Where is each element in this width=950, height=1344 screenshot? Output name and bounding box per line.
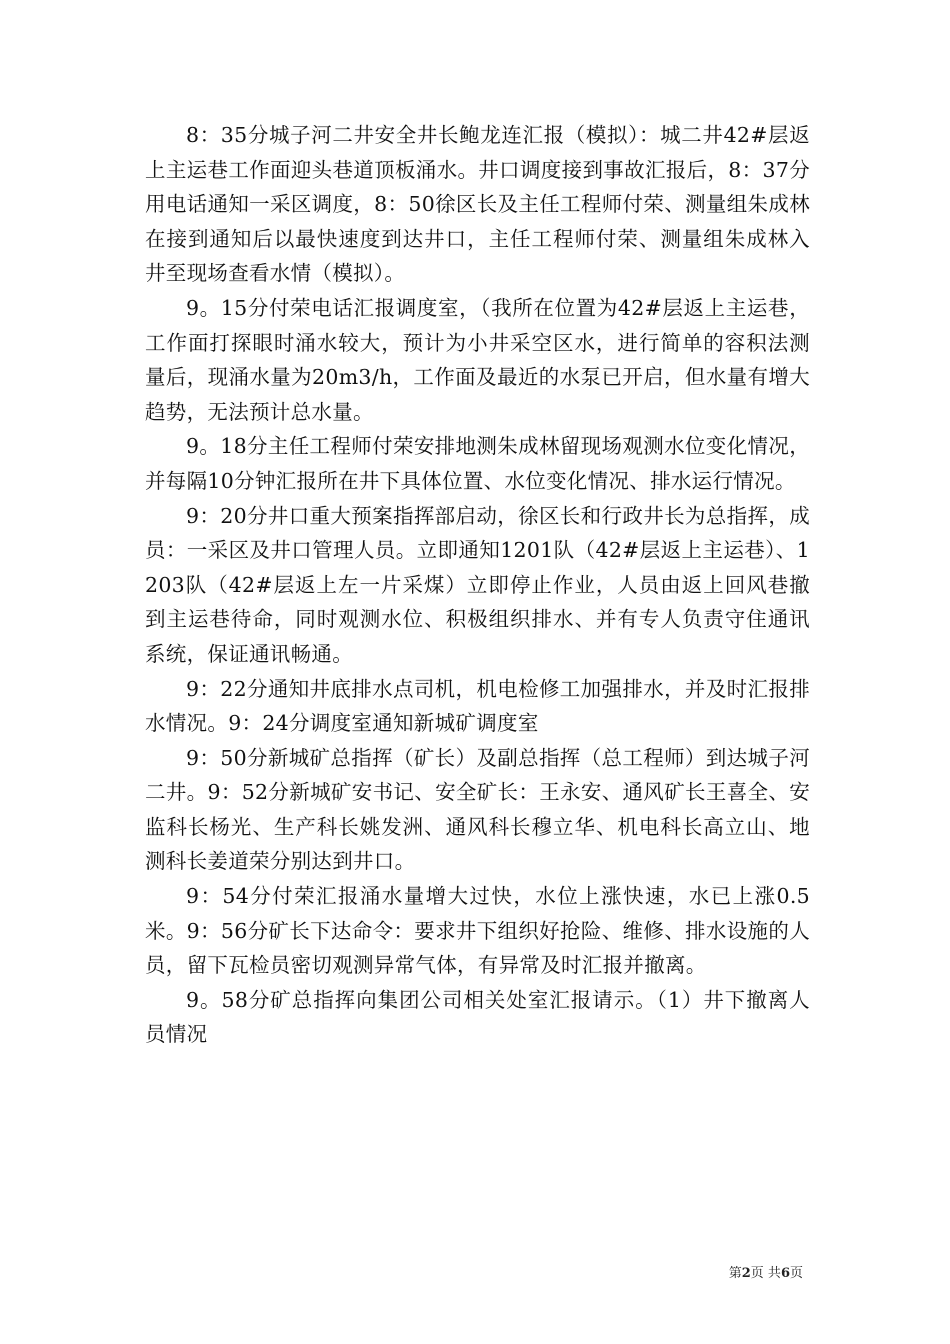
total-page-number: 6 bbox=[780, 1266, 790, 1281]
paragraph-0958-report: 9。58分矿总指挥向集团公司相关处室汇报请示。（1）井下撤离人员情况 bbox=[145, 987, 810, 1047]
paragraph-0922-notice: 9：22分通知井底排水点司机，机电检修工加强排水，并及时汇报排水情况。9：24分调度室通知新城矿调度室 bbox=[145, 676, 810, 736]
paragraph-0918-arrangement: 9。18分主任工程师付荣安排地测朱成林留现场观测水位变化情况，并每隔10分钟汇报所在井下具体位置、水位变化情况、排水运行情况。 bbox=[145, 434, 810, 493]
paragraph-0835-report: 8：35分城子河二井安全井长鲍龙连汇报（模拟）：城二井42#层返上主运巷工作面迎头巷道顶板涌水。井口调度接到事故汇报后，8：37分用电话通知一采区调度，8：50徐区长及主任工程师付荣、测量组朱成林在接到通知后以最快速度到达井口，主任工程师付荣、测量组朱成林入井至现场查看水情（模拟）。 bbox=[145, 123, 810, 286]
document-body bbox=[145, 118, 810, 1052]
paragraph-0954-water-rise: 9：54分付荣汇报涌水量增大过快，水位上涨快速，水已上涨0.5米。9：56分矿长下达命令：要求井下组织好抢险、维修、排水设施的人员，留下瓦检员密切观测异常气体，有异常及时汇报并撤离。 bbox=[145, 884, 810, 978]
paragraph-0950-arrival: 9：50分新城矿总指挥（矿长）及副总指挥（总工程师）到达城子河二井。9：52分新城矿安书记、安全矿长：王永安、通风矿长王喜全、安监科长杨光、生产科长姚发洲、通风科长穆立华、机电科长高立山、地测科长姜道荣分别达到井口。 bbox=[145, 745, 810, 874]
current-page-number: 2 bbox=[741, 1266, 751, 1281]
footer-suffix: 页 bbox=[789, 1266, 803, 1281]
paragraph-0915-report: 9。15分付荣电话汇报调度室，（我所在位置为42#层返上主运巷，工作面打探眼时涌水较大，预计为小井采空区水，进行简单的容积法测量后，现涌水量为20m3/h，工作面及最近的水泵已开启，但水量有增大趋势，无法预计总水量。 bbox=[145, 295, 810, 424]
footer-prefix: 第 bbox=[728, 1266, 742, 1281]
footer-middle: 页 共 bbox=[750, 1266, 781, 1281]
paragraph-0920-command-start: 9：20分井口重大预案指挥部启动，徐区长和行政井长为总指挥，成员：一采区及井口管理人员。立即通知1201队（42#层返上主运巷）、1203队（42#层返上左一片采煤）立即停止作业，人员由返上回风巷撤到主运巷待命，同时观测水位、积极组织排水、并有专人负责守住通讯系统，保证通讯畅通。 bbox=[145, 503, 810, 666]
page-number-footer bbox=[729, 1262, 803, 1281]
